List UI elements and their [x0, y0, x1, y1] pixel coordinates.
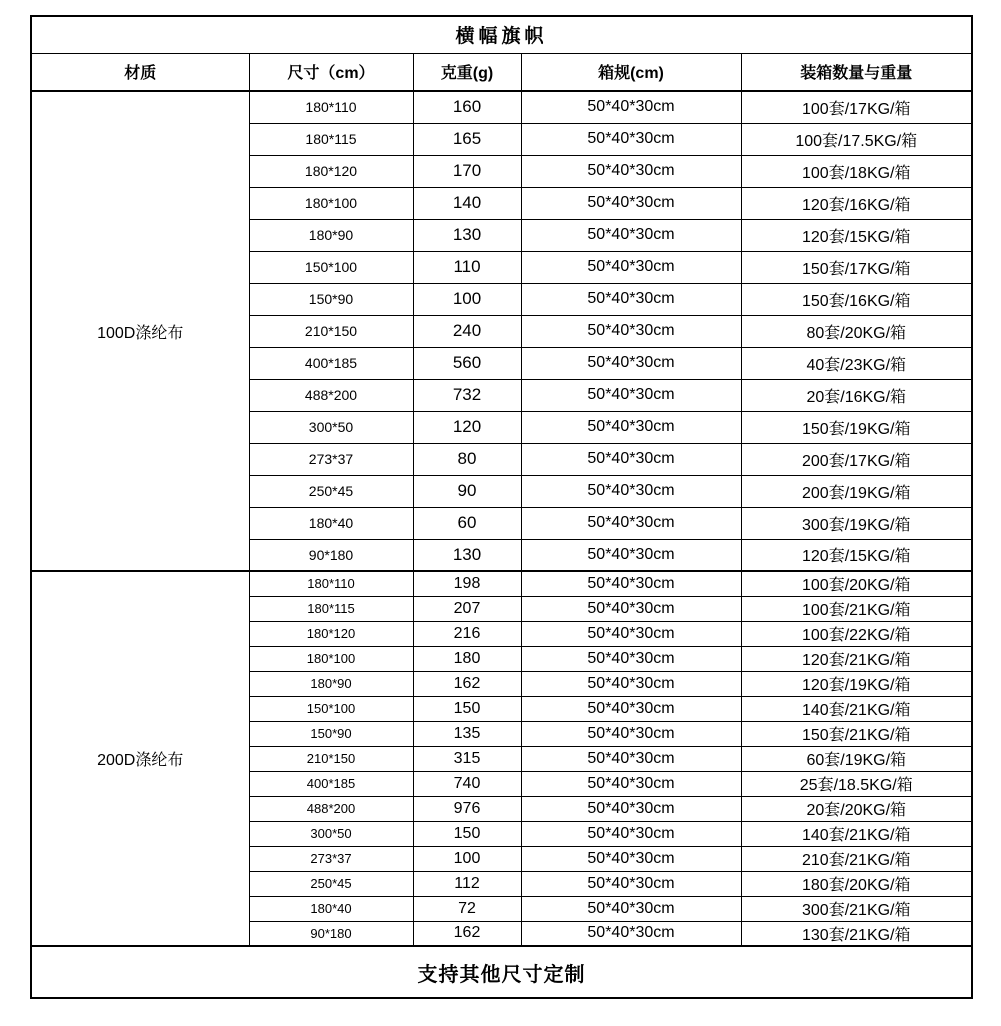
- weight-cell: 130: [413, 219, 521, 251]
- weight-cell: 180: [413, 646, 521, 671]
- packing-cell: 100套/18KG/箱: [741, 155, 972, 187]
- box-cell: 50*40*30cm: [521, 671, 741, 696]
- weight-cell: 165: [413, 123, 521, 155]
- box-cell: 50*40*30cm: [521, 896, 741, 921]
- box-cell: 50*40*30cm: [521, 443, 741, 475]
- weight-cell: 162: [413, 921, 521, 946]
- title-row: [31, 16, 972, 53]
- weight-cell: 140: [413, 187, 521, 219]
- box-cell: 50*40*30cm: [521, 571, 741, 596]
- weight-cell: 135: [413, 721, 521, 746]
- size-cell: 300*50: [249, 821, 413, 846]
- box-cell: 50*40*30cm: [521, 539, 741, 571]
- size-cell: 180*110: [249, 571, 413, 596]
- size-cell: 180*90: [249, 671, 413, 696]
- size-cell: 90*180: [249, 539, 413, 571]
- weight-cell: 112: [413, 871, 521, 896]
- box-cell: 50*40*30cm: [521, 921, 741, 946]
- weight-cell: 100: [413, 846, 521, 871]
- box-cell: 50*40*30cm: [521, 507, 741, 539]
- column-header-size: 尺寸（cm）: [249, 53, 413, 91]
- weight-cell: 162: [413, 671, 521, 696]
- packing-cell: 120套/15KG/箱: [741, 219, 972, 251]
- weight-cell: 90: [413, 475, 521, 507]
- packing-cell: 130套/21KG/箱: [741, 921, 972, 946]
- size-cell: 488*200: [249, 379, 413, 411]
- weight-cell: 160: [413, 91, 521, 123]
- size-cell: 150*90: [249, 283, 413, 315]
- footer-note: 支持其他尺寸定制: [31, 946, 972, 998]
- column-header-material: 材质: [31, 53, 249, 91]
- size-cell: 180*100: [249, 646, 413, 671]
- size-cell: 273*37: [249, 846, 413, 871]
- weight-cell: 732: [413, 379, 521, 411]
- weight-cell: 976: [413, 796, 521, 821]
- size-cell: 180*115: [249, 596, 413, 621]
- size-cell: 180*90: [249, 219, 413, 251]
- packing-cell: 40套/23KG/箱: [741, 347, 972, 379]
- box-cell: 50*40*30cm: [521, 251, 741, 283]
- weight-cell: 216: [413, 621, 521, 646]
- packing-cell: 20套/16KG/箱: [741, 379, 972, 411]
- box-cell: 50*40*30cm: [521, 283, 741, 315]
- size-cell: 180*40: [249, 507, 413, 539]
- packing-cell: 100套/22KG/箱: [741, 621, 972, 646]
- size-cell: 488*200: [249, 796, 413, 821]
- box-cell: 50*40*30cm: [521, 123, 741, 155]
- size-cell: 250*45: [249, 475, 413, 507]
- box-cell: 50*40*30cm: [521, 821, 741, 846]
- size-cell: 150*90: [249, 721, 413, 746]
- weight-cell: 170: [413, 155, 521, 187]
- weight-cell: 315: [413, 746, 521, 771]
- packing-cell: 25套/18.5KG/箱: [741, 771, 972, 796]
- size-cell: 210*150: [249, 315, 413, 347]
- size-cell: 210*150: [249, 746, 413, 771]
- packing-cell: 100套/17KG/箱: [741, 91, 972, 123]
- size-cell: 150*100: [249, 251, 413, 283]
- table-row: [31, 571, 972, 596]
- packing-cell: 100套/21KG/箱: [741, 596, 972, 621]
- material-cell: 100D涤纶布: [31, 91, 249, 571]
- page-title: 横幅旗帜: [31, 16, 972, 53]
- weight-cell: 110: [413, 251, 521, 283]
- packing-cell: 20套/20KG/箱: [741, 796, 972, 821]
- spec-table-body: [31, 91, 972, 946]
- box-cell: 50*40*30cm: [521, 746, 741, 771]
- box-cell: 50*40*30cm: [521, 646, 741, 671]
- box-cell: 50*40*30cm: [521, 475, 741, 507]
- box-cell: 50*40*30cm: [521, 846, 741, 871]
- weight-cell: 80: [413, 443, 521, 475]
- weight-cell: 150: [413, 821, 521, 846]
- packing-cell: 150套/21KG/箱: [741, 721, 972, 746]
- size-cell: 300*50: [249, 411, 413, 443]
- column-header-box-spec: 箱规(cm): [521, 53, 741, 91]
- packing-cell: 60套/19KG/箱: [741, 746, 972, 771]
- weight-cell: 120: [413, 411, 521, 443]
- size-cell: 150*100: [249, 696, 413, 721]
- box-cell: 50*40*30cm: [521, 696, 741, 721]
- weight-cell: 130: [413, 539, 521, 571]
- table-row: [31, 91, 972, 123]
- box-cell: 50*40*30cm: [521, 379, 741, 411]
- packing-cell: 140套/21KG/箱: [741, 821, 972, 846]
- weight-cell: 740: [413, 771, 521, 796]
- size-cell: 273*37: [249, 443, 413, 475]
- size-cell: 180*120: [249, 621, 413, 646]
- packing-cell: 200套/17KG/箱: [741, 443, 972, 475]
- packing-cell: 80套/20KG/箱: [741, 315, 972, 347]
- box-cell: 50*40*30cm: [521, 219, 741, 251]
- box-cell: 50*40*30cm: [521, 91, 741, 123]
- box-cell: 50*40*30cm: [521, 721, 741, 746]
- packing-cell: 150套/17KG/箱: [741, 251, 972, 283]
- weight-cell: 207: [413, 596, 521, 621]
- weight-cell: 72: [413, 896, 521, 921]
- box-cell: 50*40*30cm: [521, 187, 741, 219]
- packing-cell: 200套/19KG/箱: [741, 475, 972, 507]
- packing-cell: 140套/21KG/箱: [741, 696, 972, 721]
- material-cell: 200D涤纶布: [31, 571, 249, 946]
- size-cell: 90*180: [249, 921, 413, 946]
- weight-cell: 60: [413, 507, 521, 539]
- size-cell: 400*185: [249, 771, 413, 796]
- header-row: [31, 53, 972, 91]
- weight-cell: 560: [413, 347, 521, 379]
- box-cell: 50*40*30cm: [521, 796, 741, 821]
- box-cell: 50*40*30cm: [521, 596, 741, 621]
- size-cell: 180*110: [249, 91, 413, 123]
- box-cell: 50*40*30cm: [521, 155, 741, 187]
- packing-cell: 210套/21KG/箱: [741, 846, 972, 871]
- packing-cell: 100套/17.5KG/箱: [741, 123, 972, 155]
- packing-cell: 150套/19KG/箱: [741, 411, 972, 443]
- box-cell: 50*40*30cm: [521, 347, 741, 379]
- footer-row: [31, 946, 972, 998]
- packing-cell: 100套/20KG/箱: [741, 571, 972, 596]
- size-cell: 250*45: [249, 871, 413, 896]
- weight-cell: 240: [413, 315, 521, 347]
- size-cell: 180*100: [249, 187, 413, 219]
- packing-cell: 180套/20KG/箱: [741, 871, 972, 896]
- packing-cell: 120套/21KG/箱: [741, 646, 972, 671]
- packing-cell: 120套/19KG/箱: [741, 671, 972, 696]
- size-cell: 180*115: [249, 123, 413, 155]
- packing-cell: 300套/19KG/箱: [741, 507, 972, 539]
- packing-cell: 120套/16KG/箱: [741, 187, 972, 219]
- packing-cell: 150套/16KG/箱: [741, 283, 972, 315]
- box-cell: 50*40*30cm: [521, 411, 741, 443]
- size-cell: 180*40: [249, 896, 413, 921]
- box-cell: 50*40*30cm: [521, 621, 741, 646]
- box-cell: 50*40*30cm: [521, 871, 741, 896]
- size-cell: 180*120: [249, 155, 413, 187]
- box-cell: 50*40*30cm: [521, 315, 741, 347]
- spec-table: [30, 15, 973, 999]
- packing-cell: 300套/21KG/箱: [741, 896, 972, 921]
- packing-cell: 120套/15KG/箱: [741, 539, 972, 571]
- weight-cell: 198: [413, 571, 521, 596]
- weight-cell: 100: [413, 283, 521, 315]
- column-header-weight: 克重(g): [413, 53, 521, 91]
- size-cell: 400*185: [249, 347, 413, 379]
- box-cell: 50*40*30cm: [521, 771, 741, 796]
- column-header-packing: 装箱数量与重量: [741, 53, 972, 91]
- weight-cell: 150: [413, 696, 521, 721]
